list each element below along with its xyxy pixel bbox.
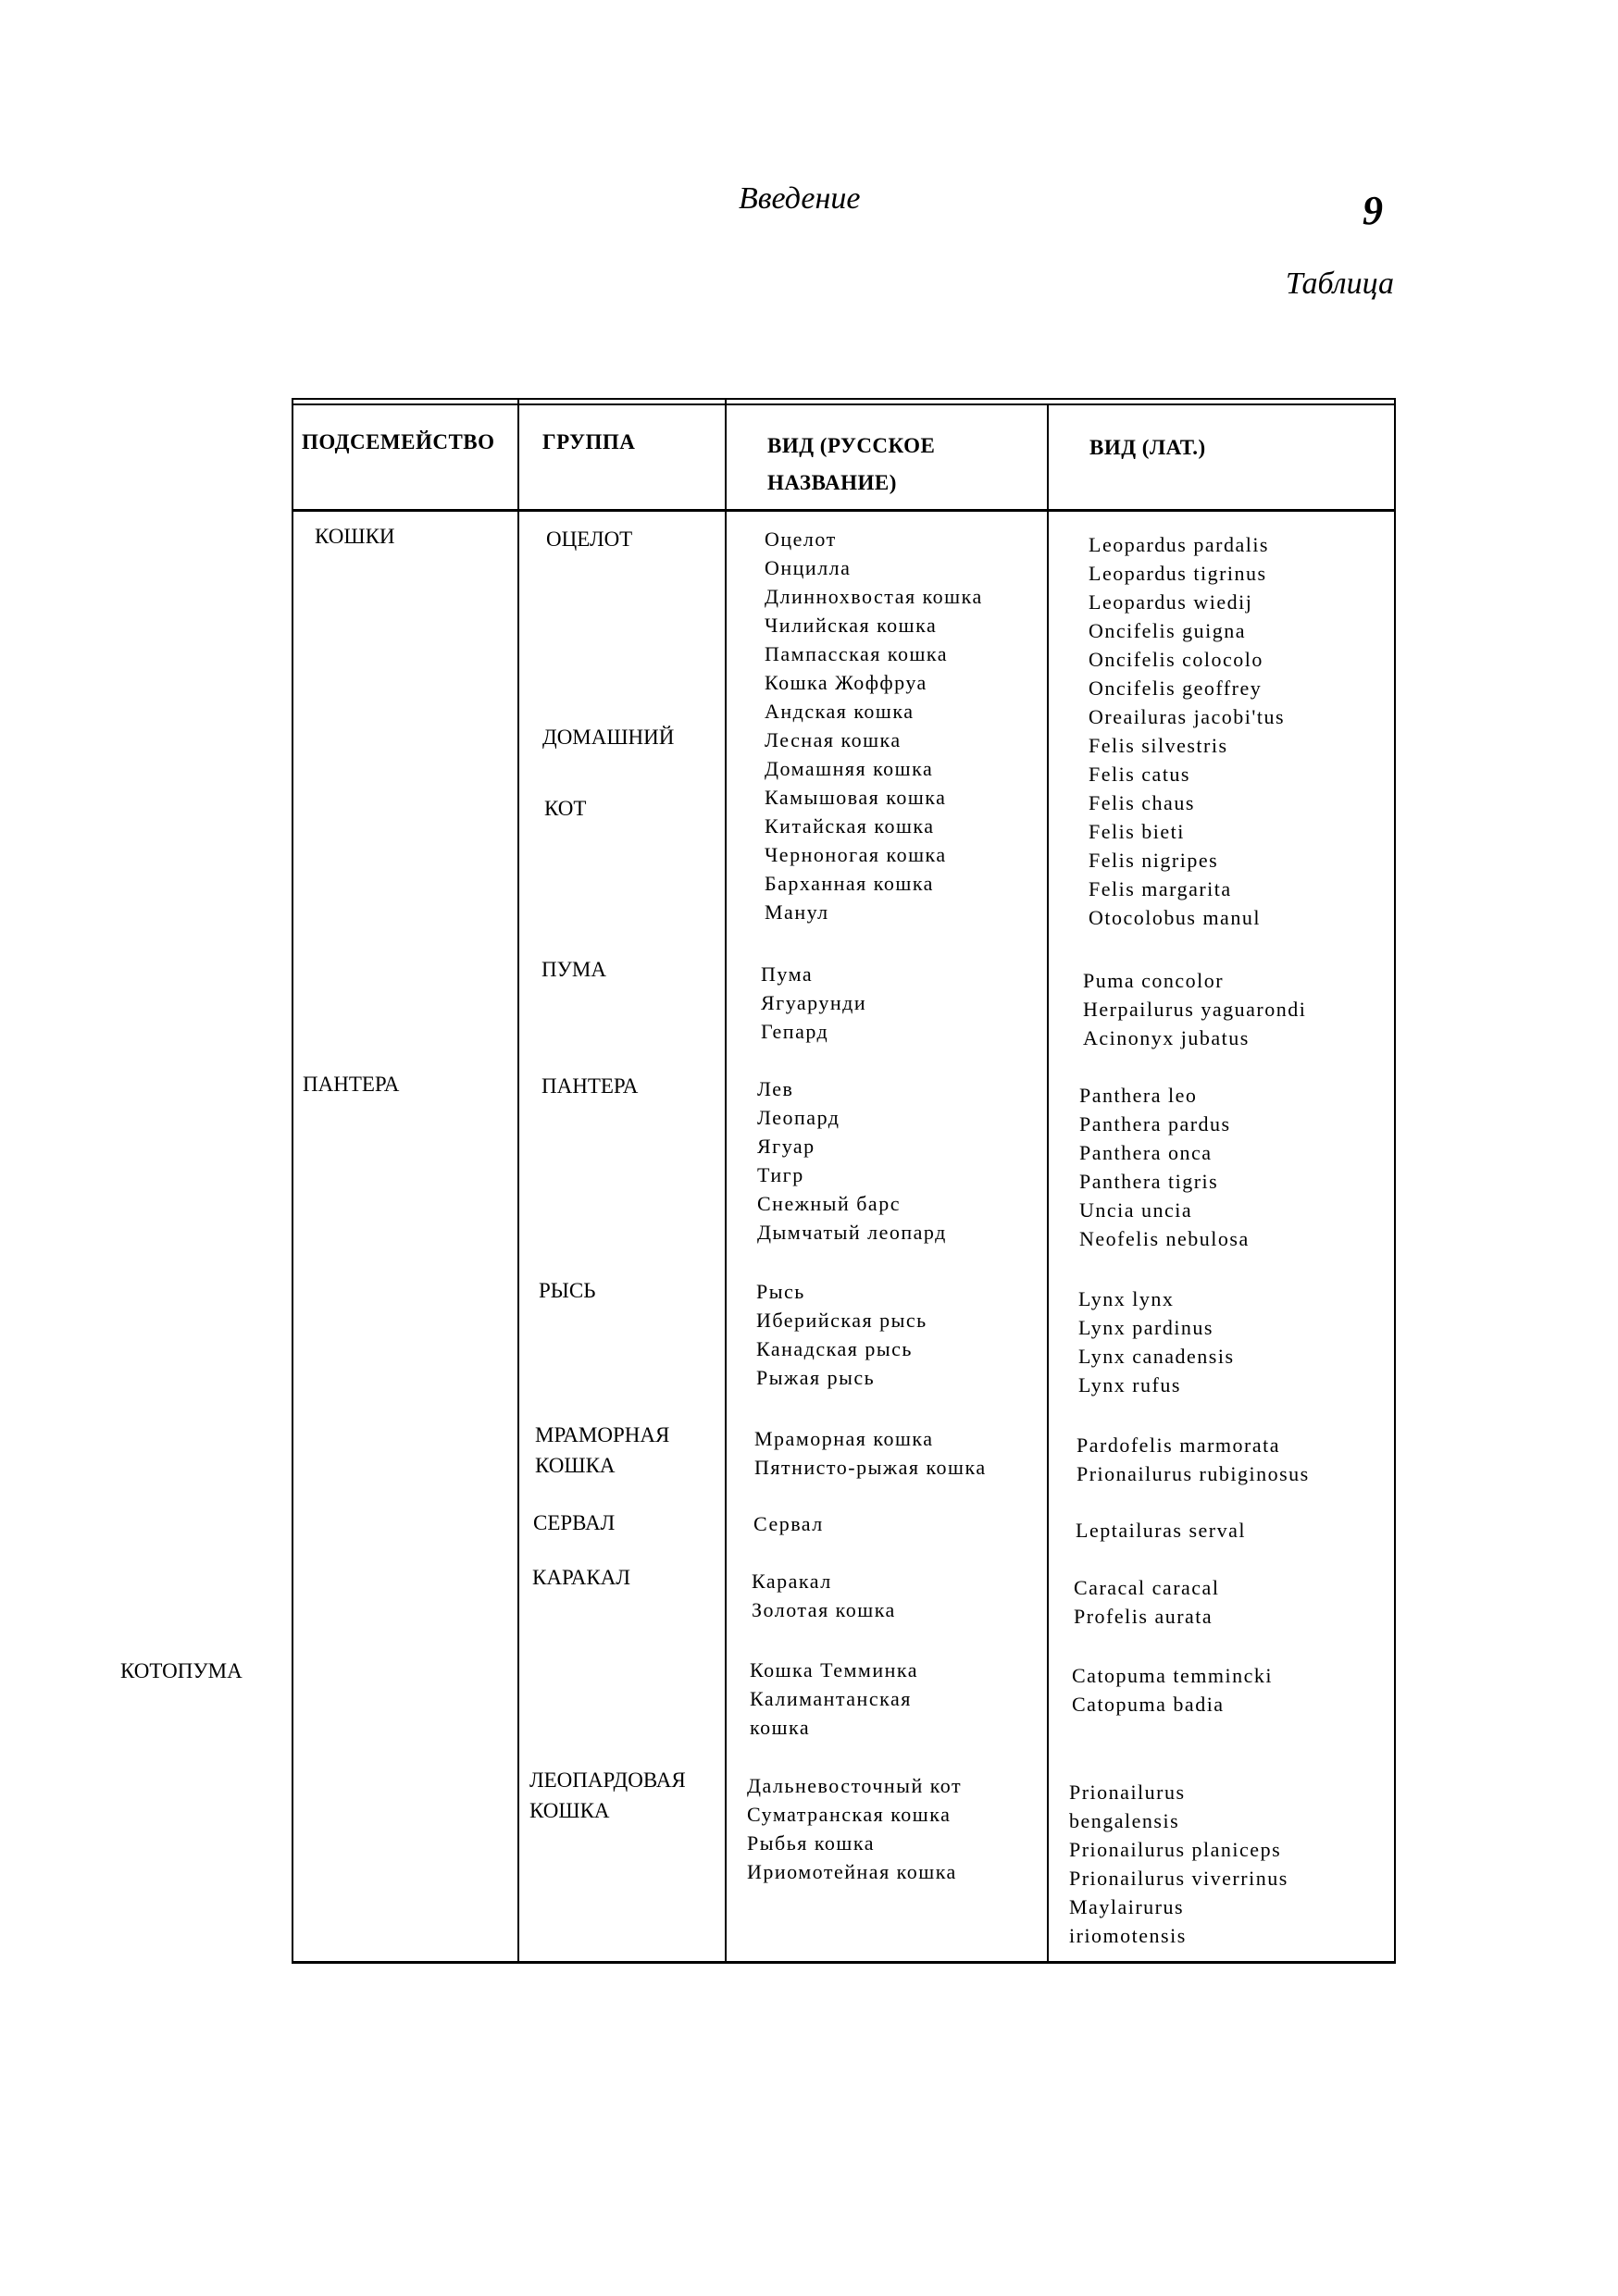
cell-line: ДОМАШНИЙ <box>542 726 675 749</box>
cell-line: Leptailuras serval <box>1076 1519 1246 1542</box>
cell-line: Мраморная кошка <box>754 1427 934 1450</box>
cell-line: Снежный барс <box>757 1192 901 1215</box>
cell-line: Онцилла <box>765 556 852 579</box>
species-ru-cell <box>765 525 983 926</box>
header-line: ВИД (РУССКОЕ <box>767 434 936 457</box>
cell-line: Felis nigripes <box>1089 849 1219 872</box>
species-ru-cell <box>753 1509 824 1538</box>
cell-line: Дальневосточный кот <box>747 1774 963 1797</box>
cell-line: Суматранская кошка <box>747 1803 952 1826</box>
cell-line: Panthera leo <box>1079 1084 1198 1107</box>
cell-line: Кошка Жоффруа <box>765 671 927 694</box>
species-lat-cell <box>1079 1081 1250 1253</box>
cell-line: Herpailurus yaguarondi <box>1083 998 1307 1021</box>
cell-line: ОЦЕЛОТ <box>546 527 633 551</box>
cell-line: Длиннохвостая кошка <box>765 585 983 608</box>
cell-line: Дымчатый леопард <box>757 1221 947 1244</box>
col-divider <box>1047 403 1049 1963</box>
cell-line: Prionailurus <box>1069 1781 1186 1804</box>
cell-line: Oncifelis geoffrey <box>1089 676 1263 700</box>
cell-line: iriomotensis <box>1069 1924 1187 1947</box>
cell-line: РЫСЬ <box>539 1279 596 1302</box>
header-bottom-border <box>292 509 1396 512</box>
cell-line: КОШКА <box>529 1799 610 1822</box>
header-line: НАЗВАНИЕ) <box>767 471 897 494</box>
species-lat-cell <box>1074 1573 1219 1631</box>
species-ru-cell <box>757 1074 947 1247</box>
running-header: Введение <box>739 181 861 216</box>
cell-line: Felis chaus <box>1089 791 1195 814</box>
cell-line: Камышовая кошка <box>765 786 947 809</box>
subfamily-cell: КОШКИ <box>315 525 395 548</box>
col-divider <box>517 398 519 1963</box>
species-ru-cell <box>754 1424 987 1482</box>
species-lat-cell <box>1089 530 1285 932</box>
cell-line: Лесная кошка <box>765 728 902 751</box>
header-subfamily: ПОДСЕМЕЙСТВО <box>302 430 495 453</box>
cell-line: КАРАКАЛ <box>532 1566 630 1589</box>
table-bottom-border <box>292 1961 1396 1964</box>
cell-line: Леопард <box>757 1106 840 1129</box>
cell-line: Ягуарунди <box>761 991 867 1014</box>
cell-line: Пума <box>761 962 814 986</box>
cell-line: Пятнисто-рыжая кошка <box>754 1456 987 1479</box>
group-cell <box>546 524 632 554</box>
subfamily-cell: ПАНТЕРА <box>303 1073 400 1096</box>
group-cell <box>542 722 674 752</box>
cell-line: Черноногая кошка <box>765 843 947 866</box>
cell-line: Catopuma temmincki <box>1072 1664 1274 1687</box>
table-label: Таблица <box>1285 267 1394 301</box>
group-cell <box>541 1071 638 1101</box>
cell-line: Рыжая рысь <box>756 1366 876 1389</box>
cell-line: Oncifelis guigna <box>1089 619 1247 642</box>
cell-line: Felis margarita <box>1089 877 1232 900</box>
cell-line: Panthera tigris <box>1079 1170 1219 1193</box>
species-lat-cell <box>1078 1285 1235 1399</box>
cell-line: bengalensis <box>1069 1809 1180 1832</box>
cell-line: Золотая кошка <box>752 1598 896 1621</box>
table-top-border-inner <box>292 403 1396 405</box>
col-divider <box>292 398 293 1963</box>
cell-line: Оцелот <box>765 527 837 551</box>
cell-line: Тигр <box>757 1163 804 1186</box>
cell-line: Panthera pardus <box>1079 1112 1231 1136</box>
cell-line: Catopuma badia <box>1072 1693 1225 1716</box>
cell-line: Каракал <box>752 1570 832 1593</box>
cell-line: Lynx rufus <box>1078 1373 1181 1396</box>
species-ru-cell <box>750 1656 918 1742</box>
cell-line: Caracal caracal <box>1074 1576 1220 1599</box>
group-cell <box>541 954 606 985</box>
cell-line: Felis bieti <box>1089 820 1185 843</box>
header-group: ГРУППА <box>542 430 636 453</box>
cell-line: Рыбья кошка <box>747 1831 875 1855</box>
cell-line: ПУМА <box>541 958 606 981</box>
species-ru-cell <box>752 1567 896 1624</box>
group-cell <box>533 1508 615 1538</box>
cell-line: Felis silvestris <box>1089 734 1228 757</box>
cell-line: Lynx canadensis <box>1078 1345 1235 1368</box>
cell-line: КОТ <box>544 797 587 820</box>
cell-line: Китайская кошка <box>765 814 935 838</box>
cell-line: МРАМОРНАЯ <box>535 1423 670 1446</box>
species-ru-cell <box>747 1771 962 1886</box>
cell-line: Андская кошка <box>765 700 915 723</box>
cell-line: Манул <box>765 900 829 924</box>
cell-line: Leopardus pardalis <box>1089 533 1269 556</box>
cell-line: Leopardus tigrinus <box>1089 562 1267 585</box>
page-number: 9 <box>1363 188 1383 233</box>
cell-line: Oreailuras jacobi'tus <box>1089 705 1286 728</box>
group-cell <box>535 1420 669 1481</box>
species-ru-cell <box>761 960 866 1046</box>
col-divider <box>725 398 727 1963</box>
cell-line: Leopardus wiedij <box>1089 590 1253 614</box>
cell-line: СЕРВАЛ <box>533 1511 616 1534</box>
cell-line: Гепард <box>761 1020 829 1043</box>
cell-line: Pardofelis marmorata <box>1077 1433 1280 1457</box>
cell-line: Felis catus <box>1089 763 1190 786</box>
cell-line: Acinonyx jubatus <box>1083 1026 1250 1049</box>
cell-line: Maylairurus <box>1069 1895 1185 1918</box>
species-lat-cell <box>1072 1661 1273 1719</box>
cell-line: Puma concolor <box>1083 969 1225 992</box>
cell-line: Panthera onca <box>1079 1141 1213 1164</box>
cell-line: Prionailurus planiceps <box>1069 1838 1282 1861</box>
cell-line: кошка <box>750 1716 811 1739</box>
cell-line: Prionailurus rubiginosus <box>1077 1462 1310 1485</box>
cell-line: Калимантанская <box>750 1687 912 1710</box>
cell-line: Сервал <box>753 1512 824 1535</box>
cell-line: Profelis aurata <box>1074 1605 1214 1628</box>
species-lat-cell <box>1077 1431 1310 1488</box>
group-cell <box>532 1562 630 1593</box>
subfamily-cell: КОТОПУМА <box>120 1659 243 1682</box>
cell-line: Барханная кошка <box>765 872 934 895</box>
cell-line: ЛЕОПАРДОВАЯ <box>529 1769 686 1792</box>
cell-line: Lynx lynx <box>1078 1287 1175 1310</box>
species-lat-cell <box>1083 966 1306 1052</box>
cell-line: Пампасская кошка <box>765 642 949 665</box>
table-top-border <box>292 398 1396 400</box>
group-cell <box>544 793 586 824</box>
species-ru-cell <box>756 1277 927 1392</box>
header-species-lat: ВИД (ЛАТ.) <box>1089 436 1206 459</box>
cell-line: Чилийская кошка <box>765 614 938 637</box>
cell-line: Otocolobus manul <box>1089 906 1261 929</box>
group-cell <box>539 1275 595 1306</box>
species-lat-cell <box>1069 1778 1288 1950</box>
cell-line: Канадская рысь <box>756 1337 913 1360</box>
group-cell <box>529 1765 686 1826</box>
cell-line: Рысь <box>756 1280 805 1303</box>
cell-line: Ягуар <box>757 1135 815 1158</box>
header-species-ru <box>767 428 935 502</box>
cell-line: ПАНТЕРА <box>541 1074 639 1098</box>
cell-line: Oncifelis colocolo <box>1089 648 1263 671</box>
cell-line: Иберийская рысь <box>756 1309 927 1332</box>
cell-line: Prionailurus viverrinus <box>1069 1867 1288 1890</box>
cell-line: КОШКА <box>535 1454 616 1477</box>
col-divider <box>1394 398 1396 1963</box>
cell-line: Neofelis nebulosa <box>1079 1227 1250 1250</box>
cell-line: Кошка Темминка <box>750 1658 919 1682</box>
cell-line: Lynx pardinus <box>1078 1316 1214 1339</box>
species-lat-cell <box>1076 1516 1246 1545</box>
cell-line: Uncia uncia <box>1079 1198 1193 1222</box>
cell-line: Ириомотейная кошка <box>747 1860 957 1883</box>
cell-line: Домашняя кошка <box>765 757 934 780</box>
cell-line: Лев <box>757 1077 794 1100</box>
